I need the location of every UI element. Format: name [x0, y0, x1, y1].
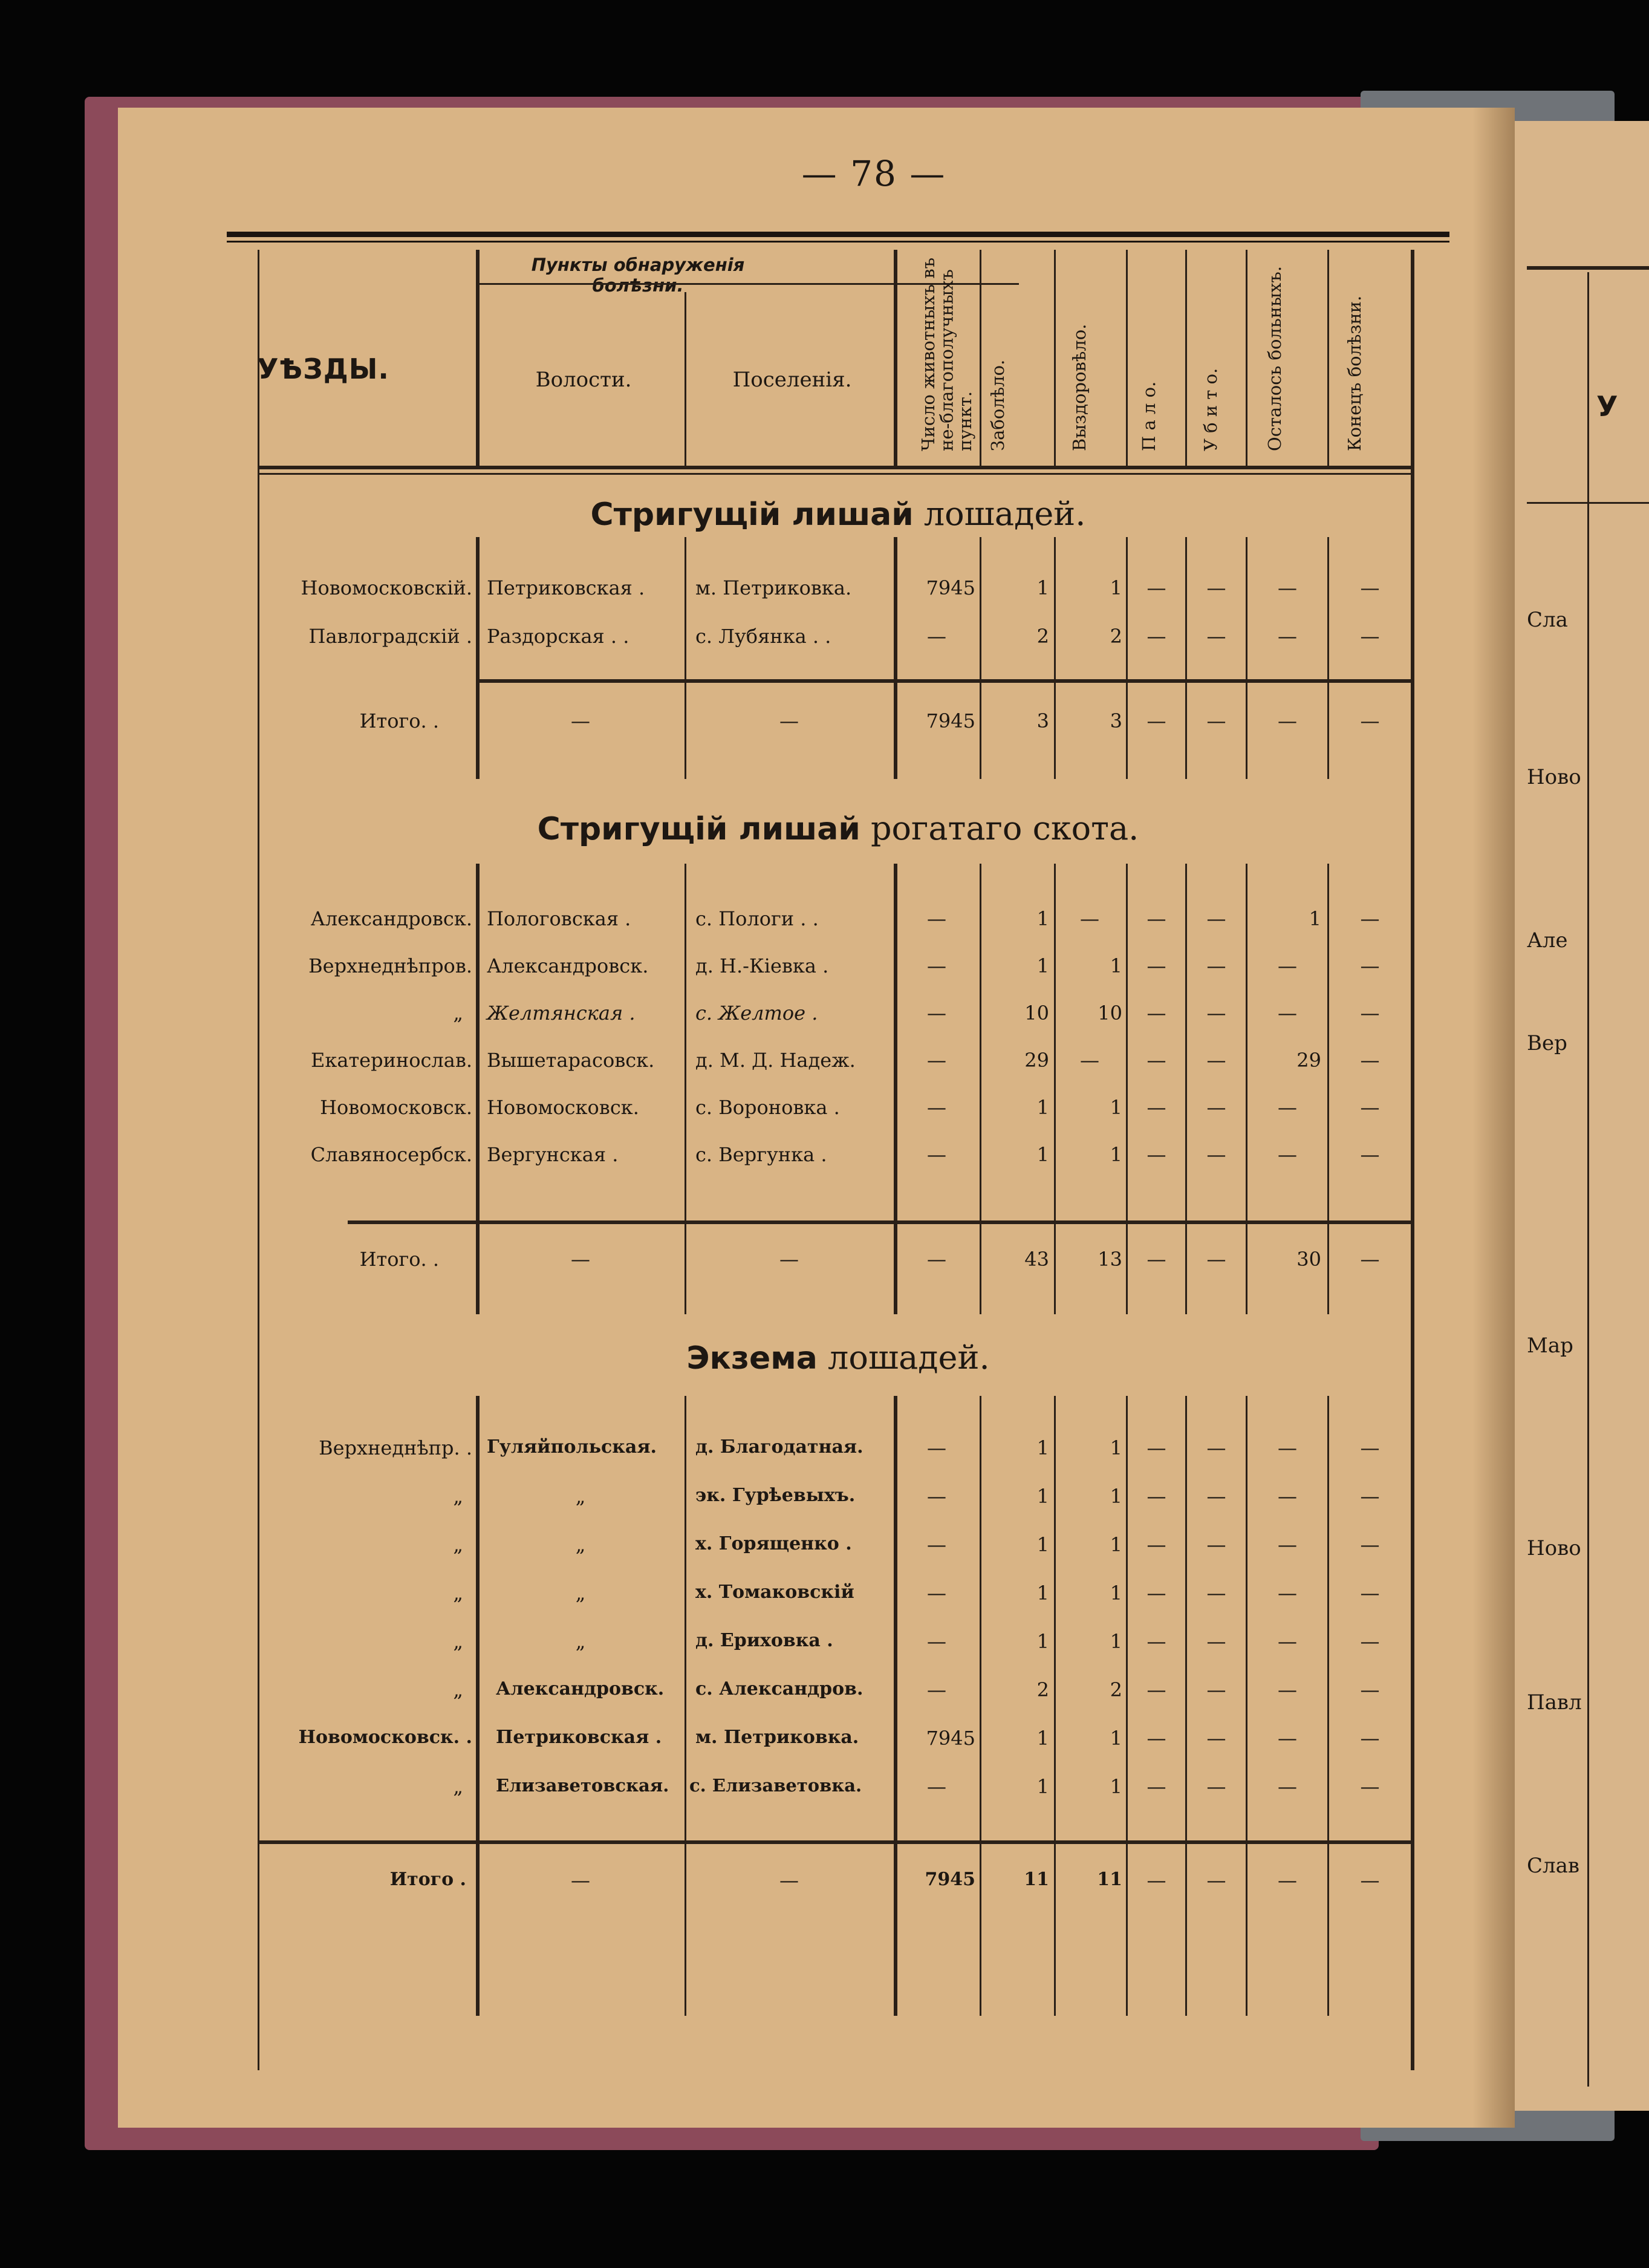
- table-cell: —: [1206, 1143, 1226, 1166]
- table-cell: —: [927, 1049, 946, 1072]
- table-cell: 7945: [925, 1869, 975, 1890]
- table-cell: 11: [1097, 1869, 1122, 1890]
- table-cell: 11: [1024, 1869, 1049, 1890]
- table-cell: Итого. .: [359, 709, 439, 732]
- table-cell: —: [1278, 1002, 1297, 1025]
- table-cell: —: [1206, 1630, 1226, 1653]
- table-cell: х. Томаковскій: [695, 1582, 854, 1603]
- table-rule: [685, 1396, 686, 2016]
- table-cell: Петриковская .: [496, 1727, 662, 1748]
- table-cell: „: [575, 1533, 586, 1556]
- table-cell: „: [453, 1678, 463, 1701]
- col-line: [1185, 250, 1187, 468]
- table-cell: 1: [1036, 1727, 1049, 1750]
- table-rule: [685, 537, 686, 779]
- table-cell: 1: [1110, 1582, 1122, 1605]
- table-cell: 1: [1036, 1630, 1049, 1653]
- next-page-fragment: [1515, 121, 1649, 2111]
- table-cell: —: [1360, 576, 1380, 599]
- header-bottom-rule: [258, 466, 1413, 469]
- table-cell: —: [927, 954, 946, 977]
- table-rule: [685, 864, 686, 1314]
- table-cell: —: [779, 1248, 799, 1271]
- table-cell: —: [779, 709, 799, 732]
- table-cell: —: [1146, 1485, 1166, 1508]
- table-cell: „: [453, 1533, 463, 1556]
- top-rule-thin: [227, 241, 1449, 243]
- table-cell: Александровск.: [496, 1678, 665, 1699]
- col-line: [1054, 250, 1056, 468]
- table-cell: д. М. Д. Надеж.: [695, 1049, 856, 1072]
- table-cell: —: [927, 1485, 946, 1508]
- table-cell: —: [927, 907, 946, 930]
- table-rule: [1126, 537, 1128, 779]
- table-cell: 1: [1110, 1485, 1122, 1508]
- table-rule: [980, 1396, 981, 2016]
- table-cell: 7945: [926, 576, 975, 599]
- table-cell: —: [1360, 1533, 1380, 1556]
- table-cell: эк. Гурѣевыхъ.: [695, 1485, 856, 1506]
- table-cell: —: [1278, 1869, 1297, 1892]
- table-cell: с. Пологи . .: [695, 907, 819, 930]
- header-uezdy: УѢЗДЫ.: [257, 353, 389, 385]
- table-cell: —: [1360, 1678, 1380, 1701]
- table-cell: —: [1278, 1582, 1297, 1605]
- table-cell: —: [927, 1002, 946, 1025]
- table-cell: —: [1146, 1869, 1166, 1892]
- table-cell: 1: [1110, 1143, 1122, 1166]
- col-line: [894, 250, 897, 468]
- table-rule: [1246, 864, 1247, 1314]
- table-cell: „: [453, 1775, 463, 1798]
- table-cell: —: [1206, 1869, 1226, 1892]
- table-cell: —: [1360, 1869, 1380, 1892]
- table-cell: —: [1206, 576, 1226, 599]
- table-cell: м. Петриковка.: [695, 576, 852, 599]
- table-rule: [1327, 864, 1329, 1314]
- table-rule: [476, 537, 480, 779]
- table-cell: —: [1206, 1049, 1226, 1072]
- table-rule: [476, 864, 480, 1314]
- table-rule: [348, 1220, 1411, 1224]
- table-cell: 1: [1309, 907, 1321, 930]
- table-cell: —: [1360, 1582, 1380, 1605]
- table-cell: Новомосковскій.: [301, 576, 472, 599]
- table-cell: 2: [1110, 1678, 1122, 1701]
- table-cell: 7945: [926, 1727, 975, 1750]
- table-cell: Верхнеднѣпров.: [308, 954, 472, 977]
- table-cell: —: [1278, 1096, 1297, 1119]
- table-cell: 7945: [926, 709, 975, 732]
- table-cell: —: [927, 1678, 946, 1701]
- table-cell: —: [927, 1248, 946, 1271]
- table-rule: [980, 537, 981, 779]
- table-cell: —: [1146, 1049, 1166, 1072]
- table-cell: Раздорская . .: [487, 625, 629, 648]
- table-cell: —: [1206, 1002, 1226, 1025]
- table-cell: —: [1146, 1248, 1166, 1271]
- header-bottom-rule-thin: [258, 473, 1413, 475]
- col-line: [1246, 250, 1247, 468]
- table-cell: —: [927, 1533, 946, 1556]
- table-cell: Александровск.: [310, 907, 472, 930]
- table-cell: —: [1146, 1775, 1166, 1798]
- table-cell: —: [571, 709, 590, 732]
- table-cell: —: [1206, 1436, 1226, 1459]
- table-cell: —: [927, 1582, 946, 1605]
- table-cell: —: [1206, 1533, 1226, 1556]
- table-cell: —: [927, 1143, 946, 1166]
- table-cell: 1: [1110, 1630, 1122, 1653]
- table-rule: [980, 864, 981, 1314]
- table-cell: „: [453, 1582, 463, 1605]
- table-cell: Новомосковск. .: [298, 1727, 472, 1748]
- table-cell: м. Петриковка.: [695, 1727, 859, 1748]
- table-cell: 1: [1110, 1096, 1122, 1119]
- table-rule: [894, 864, 897, 1314]
- table-cell: —: [1080, 907, 1099, 930]
- next-page-row: Ново: [1527, 1536, 1581, 1560]
- table-cell: Вергунская .: [487, 1143, 619, 1166]
- table-cell: —: [1360, 907, 1380, 930]
- table-cell: Елизаветовская.: [496, 1775, 669, 1796]
- table-cell: —: [1278, 625, 1297, 648]
- table-cell: с. Лубянка . .: [695, 625, 831, 648]
- table-cell: 1: [1036, 1533, 1049, 1556]
- table-cell: Новомосковск.: [320, 1096, 472, 1119]
- table-cell: д. Н.-Кіевка .: [695, 954, 829, 977]
- table-cell: с. Александров.: [695, 1678, 864, 1699]
- next-page-row: Павл: [1527, 1690, 1582, 1715]
- table-cell: 10: [1024, 1002, 1049, 1025]
- table-cell: „: [575, 1630, 586, 1653]
- table-cell: —: [1146, 576, 1166, 599]
- next-page-rule: [1527, 266, 1649, 270]
- table-cell: Новомосковск.: [487, 1096, 639, 1119]
- table-cell: —: [1146, 625, 1166, 648]
- table-cell: „: [453, 1630, 463, 1653]
- table-cell: „: [453, 1485, 463, 1508]
- section-title: Стригущій лишай рогатаго скота.: [537, 809, 1139, 847]
- table-rule: [1246, 537, 1247, 779]
- table-cell: 1: [1036, 954, 1049, 977]
- next-page-row: Ново: [1527, 765, 1581, 789]
- table-rule: [1054, 1396, 1056, 2016]
- col-line: [476, 250, 480, 468]
- header-punkty: Пункты обнаруженія болѣзни.: [531, 255, 745, 296]
- table-rule: [1126, 864, 1128, 1314]
- table-cell: 2: [1036, 1678, 1049, 1701]
- table-cell: 1: [1036, 1485, 1049, 1508]
- col-line: [685, 292, 686, 468]
- table-cell: —: [1146, 954, 1166, 977]
- table-cell: —: [1360, 1775, 1380, 1798]
- table-cell: —: [1360, 1630, 1380, 1653]
- table-cell: с. Вергунка .: [695, 1143, 827, 1166]
- header-chislo: Число животныхъ въ не-благополучныхъ пункт.: [918, 257, 975, 451]
- table-cell: д. Благодатная.: [695, 1436, 864, 1458]
- table-cell: 2: [1110, 625, 1122, 648]
- table-cell: —: [1080, 1049, 1099, 1072]
- table-cell: 29: [1296, 1049, 1321, 1072]
- header-volosti: Волости.: [535, 368, 632, 392]
- table-cell: —: [1206, 1582, 1226, 1605]
- table-cell: 10: [1098, 1002, 1122, 1025]
- header-ubito: У б и т о.: [1200, 368, 1221, 451]
- table-cell: 1: [1036, 1436, 1049, 1459]
- table-cell: —: [927, 625, 946, 648]
- table-cell: —: [1206, 1727, 1226, 1750]
- table-rule: [894, 537, 897, 779]
- table-cell: —: [1360, 1049, 1380, 1072]
- top-rule: [227, 232, 1449, 237]
- book-page: [118, 108, 1515, 2128]
- table-rule: [1185, 864, 1187, 1314]
- next-page-row: Сла: [1527, 608, 1568, 632]
- table-cell: 1: [1036, 1582, 1049, 1605]
- table-cell: —: [1206, 1775, 1226, 1798]
- table-cell: —: [779, 1869, 799, 1892]
- table-cell: 30: [1296, 1248, 1321, 1271]
- table-cell: —: [1278, 1678, 1297, 1701]
- table-cell: —: [1146, 709, 1166, 732]
- table-cell: 3: [1036, 709, 1049, 732]
- table-rule: [1054, 537, 1056, 779]
- table-cell: —: [1360, 1096, 1380, 1119]
- table-cell: —: [1206, 625, 1226, 648]
- section-title: Стригущій лишай лошадей.: [590, 495, 1086, 533]
- header-konets: Конецъ болѣзни.: [1344, 295, 1365, 451]
- table-cell: —: [1278, 709, 1297, 732]
- col-line: [980, 250, 981, 468]
- table-cell: х. Горященко .: [695, 1533, 852, 1554]
- table-cell: Желтянская .: [487, 1002, 636, 1025]
- table-cell: 1: [1110, 954, 1122, 977]
- table-cell: 1: [1036, 576, 1049, 599]
- table-cell: —: [1278, 1485, 1297, 1508]
- table-cell: 1: [1036, 1096, 1049, 1119]
- table-cell: —: [1206, 709, 1226, 732]
- table-cell: —: [1206, 907, 1226, 930]
- header-ostalos: Осталось больныхъ.: [1264, 266, 1285, 451]
- table-cell: —: [1360, 1002, 1380, 1025]
- table-cell: —: [927, 1630, 946, 1653]
- table-rule: [1185, 537, 1187, 779]
- page-number: — 78 —: [801, 153, 946, 194]
- col-line: [1126, 250, 1128, 468]
- table-cell: 1: [1110, 1775, 1122, 1798]
- table-cell: 2: [1036, 625, 1049, 648]
- table-cell: —: [1206, 1248, 1226, 1271]
- table-cell: 13: [1098, 1248, 1122, 1271]
- table-cell: —: [1360, 1727, 1380, 1750]
- table-cell: —: [571, 1869, 590, 1892]
- table-cell: —: [1146, 1533, 1166, 1556]
- table-cell: Александровск.: [487, 954, 649, 977]
- table-cell: —: [1146, 1678, 1166, 1701]
- table-cell: —: [1278, 576, 1297, 599]
- next-page-row: Але: [1527, 928, 1568, 953]
- table-cell: —: [927, 1436, 946, 1459]
- table-cell: —: [1146, 907, 1166, 930]
- table-cell: Итого. .: [359, 1248, 439, 1271]
- next-page-rule: [1527, 502, 1649, 504]
- table-cell: —: [1206, 1678, 1226, 1701]
- table-cell: „: [575, 1485, 586, 1508]
- table-cell: —: [1278, 1727, 1297, 1750]
- table-cell: —: [1206, 1096, 1226, 1119]
- table-cell: 1: [1036, 1143, 1049, 1166]
- table-cell: —: [1278, 1143, 1297, 1166]
- table-cell: —: [571, 1248, 590, 1271]
- next-page-header: У: [1596, 390, 1618, 423]
- table-cell: 43: [1024, 1248, 1049, 1271]
- table-cell: Вышетарасовск.: [487, 1049, 655, 1072]
- table-cell: —: [1360, 625, 1380, 648]
- table-cell: с. Желтое .: [695, 1002, 818, 1025]
- table-cell: 3: [1110, 709, 1122, 732]
- table-cell: „: [575, 1582, 586, 1605]
- table-cell: —: [1278, 954, 1297, 977]
- table-cell: —: [1360, 1485, 1380, 1508]
- table-cell: Павлоградскій .: [308, 625, 472, 648]
- header-zabolelo: Заболѣло.: [987, 359, 1008, 451]
- table-cell: —: [1360, 709, 1380, 732]
- next-page-row: Мар: [1527, 1334, 1573, 1358]
- table-cell: —: [1360, 1436, 1380, 1459]
- table-cell: —: [1360, 954, 1380, 977]
- header-palo: П а л о.: [1139, 381, 1159, 451]
- next-page-row: Вер: [1527, 1031, 1567, 1055]
- table-cell: —: [927, 1096, 946, 1119]
- table-cell: д. Ериховка .: [695, 1630, 833, 1651]
- table-cell: —: [1146, 1096, 1166, 1119]
- table-rule: [894, 1396, 897, 2016]
- table-cell: —: [1146, 1630, 1166, 1653]
- table-cell: —: [1360, 1143, 1380, 1166]
- table-cell: с. Вороновка .: [695, 1096, 840, 1119]
- table-cell: с. Елизаветовка.: [689, 1775, 862, 1796]
- table-cell: Петриковская .: [487, 576, 645, 599]
- table-cell: —: [1278, 1775, 1297, 1798]
- table-cell: —: [1278, 1436, 1297, 1459]
- table-cell: —: [1146, 1582, 1166, 1605]
- table-cell: —: [1206, 1485, 1226, 1508]
- table-cell: „: [453, 1002, 463, 1025]
- col-line: [1327, 250, 1329, 468]
- table-cell: Верхнеднѣпр. .: [319, 1436, 472, 1459]
- table-cell: 1: [1110, 1533, 1122, 1556]
- header-vyzdorovelo: Выздоровѣло.: [1069, 324, 1090, 451]
- section-title: Экзема лошадей.: [686, 1338, 990, 1377]
- table-cell: Пологовская .: [487, 907, 631, 930]
- table-rule: [1054, 864, 1056, 1314]
- table-cell: 1: [1036, 907, 1049, 930]
- table-cell: Итого .: [389, 1869, 466, 1890]
- table-cell: —: [1206, 954, 1226, 977]
- table-cell: —: [1146, 1143, 1166, 1166]
- table-cell: —: [1146, 1002, 1166, 1025]
- table-cell: Гуляйпольская.: [487, 1436, 657, 1458]
- header-poseleniya: Поселенія.: [732, 368, 852, 392]
- next-page-row: Слав: [1527, 1854, 1580, 1878]
- table-cell: —: [927, 1775, 946, 1798]
- table-cell: —: [1360, 1248, 1380, 1271]
- table-rule: [258, 1840, 1411, 1844]
- table-cell: —: [1146, 1727, 1166, 1750]
- table-cell: 29: [1024, 1049, 1049, 1072]
- table-cell: —: [1278, 1533, 1297, 1556]
- table-rule: [476, 679, 1411, 683]
- next-page-vline: [1587, 272, 1589, 2087]
- table-cell: 1: [1110, 576, 1122, 599]
- table-cell: 1: [1110, 1727, 1122, 1750]
- table-cell: Екатеринослав.: [311, 1049, 472, 1072]
- table-cell: Славяносербск.: [310, 1143, 472, 1166]
- table-rule: [1327, 537, 1329, 779]
- table-cell: —: [1278, 1630, 1297, 1653]
- table-cell: 1: [1036, 1775, 1049, 1798]
- table-cell: 1: [1110, 1436, 1122, 1459]
- table-cell: —: [1146, 1436, 1166, 1459]
